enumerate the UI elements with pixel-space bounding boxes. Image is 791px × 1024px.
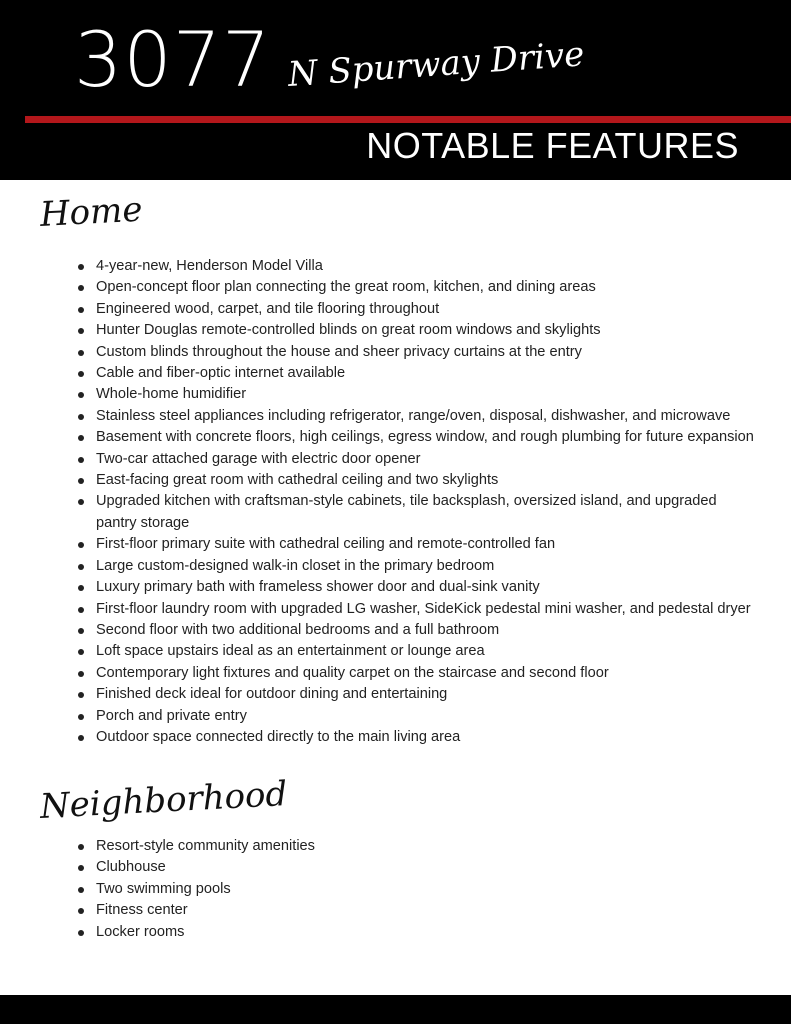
- bullet-icon: [78, 671, 84, 677]
- list-item: [78, 706, 758, 727]
- house-number: 3077: [74, 15, 272, 104]
- list-item: [78, 836, 758, 857]
- list-item-text: Cable and fiber-optic internet available: [96, 365, 346, 382]
- list-item-text: Porch and private entry: [96, 707, 247, 724]
- list-item: [78, 299, 758, 320]
- list-item: [78, 363, 758, 384]
- bullet-icon: [78, 607, 84, 613]
- list-item-text: Outdoor space connected directly to the main living area: [96, 728, 461, 745]
- list-item: [78, 684, 758, 705]
- bullet-icon: [78, 887, 84, 893]
- list-item-text: Loft space upstairs ideal as an entertainment or lounge area: [96, 643, 485, 660]
- list-item-text: Engineered wood, carpet, and tile flooring throughout: [96, 300, 440, 317]
- list-item: [78, 470, 758, 491]
- street-name: N Spurway Drive: [286, 34, 586, 95]
- list-item-text: First-floor primary suite with cathedral ceiling and remote-controlled fan: [96, 536, 556, 553]
- bullet-icon: [78, 350, 84, 356]
- list-item: [78, 879, 758, 900]
- list-item-text: Two swimming pools: [96, 880, 231, 897]
- bullet-icon: [78, 930, 84, 936]
- bullet-icon: [78, 714, 84, 720]
- list-item-text: 4-year-new, Henderson Model Villa: [96, 258, 323, 274]
- list-item: [78, 663, 758, 684]
- bullet-icon: [78, 457, 84, 463]
- accent-divider: [25, 116, 791, 123]
- bullet-icon: [78, 865, 84, 871]
- list-item: [78, 449, 758, 470]
- list-item-text: Contemporary light fixtures and quality carpet on the staircase and second floor: [96, 664, 609, 681]
- bullet-icon: [78, 307, 84, 313]
- document-title: NOTABLE FEATURES: [366, 125, 739, 166]
- list-item-text: Resort-style community amenities: [96, 838, 315, 854]
- list-item-text: Second floor with two additional bedrooms and a full bathroom: [96, 621, 500, 638]
- list-item: [78, 641, 758, 662]
- list-item: [78, 406, 758, 427]
- list-item: [78, 384, 758, 405]
- list-item-text: Luxury primary bath with frameless shower door and dual-sink vanity: [96, 579, 540, 596]
- list-item-text: Whole-home humidifier: [96, 386, 247, 403]
- bullet-icon: [78, 908, 84, 914]
- list-item-text: Finished deck ideal for outdoor dining and entertaining: [96, 686, 448, 703]
- list-item-text: Basement with concrete floors, high ceilings, egress window, and rough plumbing for future expansion: [96, 429, 754, 446]
- bullet-icon: [78, 564, 84, 570]
- bullet-icon: [78, 414, 84, 420]
- list-item-text: Upgraded kitchen with craftsman-style cabinets, tile backsplash, oversized island, and upgraded pantry storage: [96, 493, 717, 531]
- list-item-text: Custom blinds throughout the house and sheer privacy curtains at the entry: [96, 343, 582, 360]
- list-item-text: First-floor laundry room with upgraded LG washer, SideKick pedestal mini washer, and pedestal dryer: [96, 600, 751, 617]
- list-item: [78, 900, 758, 921]
- list-item: [78, 727, 758, 748]
- list-item: [78, 320, 758, 341]
- list-item: [78, 620, 758, 641]
- list-item-text: Clubhouse: [96, 859, 166, 876]
- list-item: [78, 577, 758, 598]
- bullet-icon: [78, 692, 84, 698]
- list-item-text: East-facing great room with cathedral ceiling and two skylights: [96, 472, 499, 489]
- list-item-text: Fitness center: [96, 902, 188, 919]
- home-section-heading: Home: [38, 189, 144, 235]
- list-item: [78, 427, 758, 448]
- list-item: [78, 491, 758, 534]
- list-item-text: Large custom-designed walk-in closet in the primary bedroom: [96, 557, 495, 574]
- list-item: [78, 342, 758, 363]
- list-item: [78, 256, 758, 277]
- bullet-icon: [78, 735, 84, 741]
- list-item: [78, 599, 758, 620]
- bullet-icon: [78, 285, 84, 291]
- list-item: [78, 556, 758, 577]
- list-item: [78, 534, 758, 555]
- bullet-icon: [78, 844, 84, 850]
- bullet-icon: [78, 499, 84, 505]
- footer-bar: [0, 995, 791, 1024]
- bullet-icon: [78, 628, 84, 634]
- list-item-text: Open-concept floor plan connecting the great room, kitchen, and dining areas: [96, 279, 596, 296]
- bullet-icon: [78, 371, 84, 377]
- list-item-text: Stainless steel appliances including refrigerator, range/oven, disposal, dishwasher, and microwave: [96, 407, 731, 424]
- list-item: [78, 922, 758, 943]
- bullet-icon: [78, 435, 84, 441]
- header-banner: [0, 0, 791, 180]
- bullet-icon: [78, 328, 84, 334]
- bullet-icon: [78, 392, 84, 398]
- bullet-icon: [78, 542, 84, 548]
- list-item-text: Locker rooms: [96, 923, 185, 940]
- bullet-icon: [78, 585, 84, 591]
- neighborhood-section-heading: Neighborhood: [38, 774, 289, 827]
- neighborhood-feature-list: [78, 836, 758, 943]
- bullet-icon: [78, 478, 84, 484]
- list-item-text: Two-car attached garage with electric door opener: [96, 450, 421, 467]
- list-item: [78, 277, 758, 298]
- bullet-icon: [78, 264, 84, 270]
- list-item: [78, 857, 758, 878]
- list-item-text: Hunter Douglas remote-controlled blinds on great room windows and skylights: [96, 322, 601, 339]
- bullet-icon: [78, 649, 84, 655]
- home-feature-list: [78, 256, 758, 748]
